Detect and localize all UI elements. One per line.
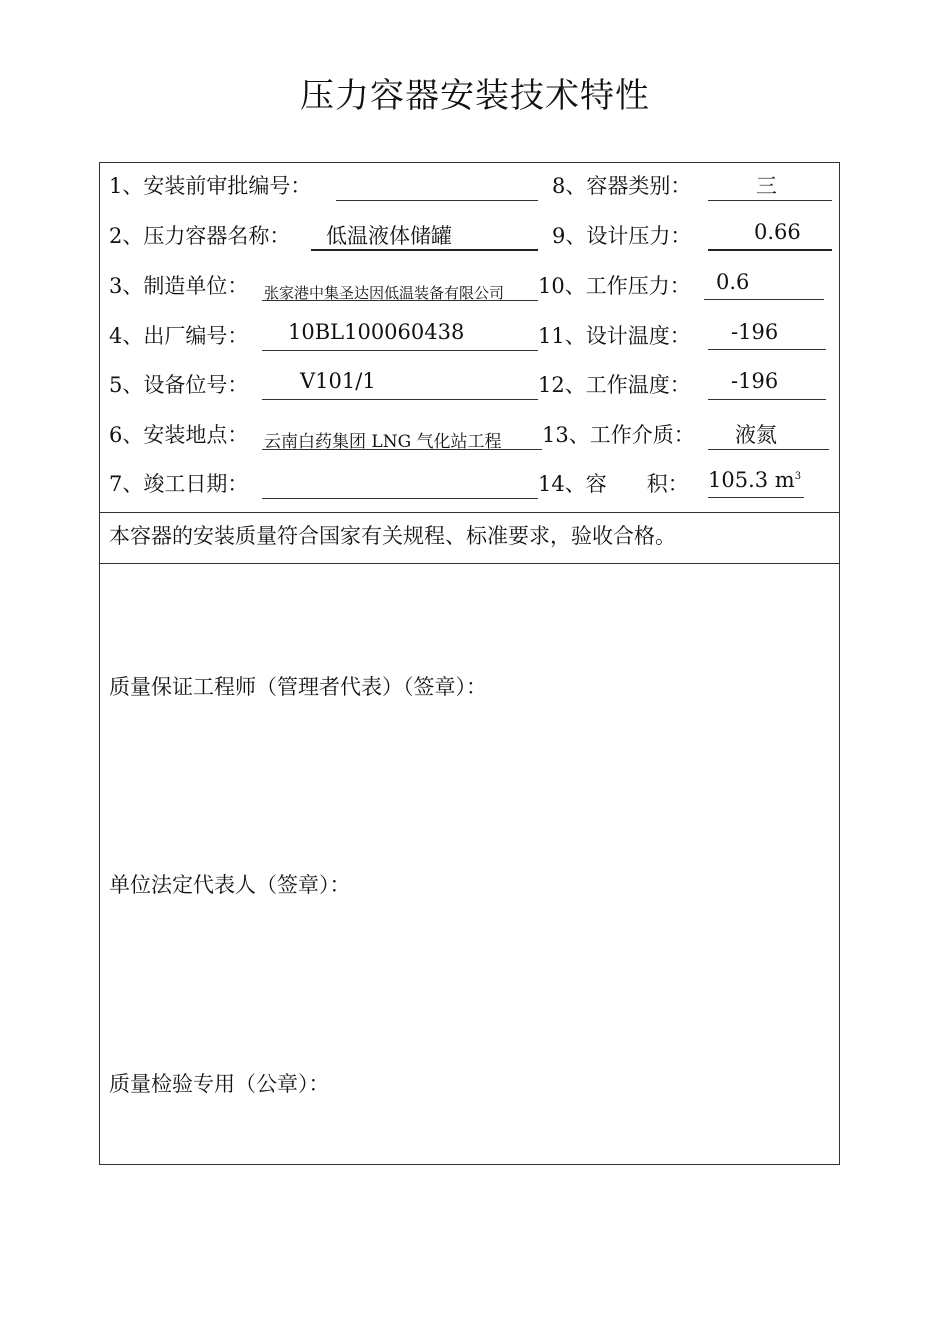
underline-working-medium	[708, 449, 829, 450]
underline-install-site	[262, 449, 542, 450]
value-install-site: 云南白药集团 LNG 气化站工程	[264, 432, 502, 452]
signature-inspection-seal: 质量检验专用（公章）：	[109, 1072, 330, 1096]
label-serial-no: 4、出厂编号：	[109, 324, 249, 348]
page-title: 压力容器安装技术特性	[300, 76, 650, 116]
value-design-pressure: 0.66	[754, 220, 801, 244]
underline-working-temperature	[708, 399, 826, 400]
value-serial-no: 10BL100060438	[288, 320, 465, 344]
acceptance-statement: 本容器的安装质量符合国家有关规程、标准要求，验收合格。	[109, 524, 676, 548]
label-working-medium: 13、工作介质：	[542, 423, 695, 447]
value-working-medium: 液氮	[735, 423, 777, 447]
label-manufacturer: 3、制造单位：	[109, 274, 249, 298]
underline-working-pressure	[704, 299, 824, 300]
value-working-temperature: -196	[731, 369, 779, 393]
label-vessel-category: 8、容器类别：	[552, 174, 692, 198]
underline-manufacturer	[262, 300, 538, 301]
signature-qa-engineer: 质量保证工程师（管理者代表）（签章）：	[109, 675, 487, 699]
underline-vessel-category	[708, 200, 832, 201]
value-vessel-name: 低温液体储罐	[326, 224, 452, 248]
value-volume	[708, 468, 801, 492]
label-design-temperature: 11、设计温度：	[538, 324, 691, 348]
underline-serial-no	[262, 350, 538, 351]
underline-design-pressure	[708, 249, 832, 251]
label-design-pressure: 9、设计压力：	[552, 224, 692, 248]
value-volume-number: 105.3 m	[708, 468, 795, 492]
label-vessel-name: 2、压力容器名称：	[109, 224, 291, 248]
value-equipment-tag: V101/1	[300, 369, 376, 393]
underline-vessel-name	[311, 249, 538, 251]
label-equipment-tag: 5、设备位号：	[109, 373, 249, 397]
value-vessel-category: 三	[756, 174, 777, 198]
label-approval-no: 1、安装前审批编号：	[109, 174, 312, 198]
form-table	[99, 162, 840, 1165]
value-volume-unit-sup: 3	[794, 471, 802, 482]
value-working-pressure: 0.6	[716, 270, 750, 294]
value-design-temperature: -196	[731, 320, 779, 344]
divider-fields	[99, 512, 840, 513]
signature-legal-representative: 单位法定代表人（签章）：	[109, 873, 351, 897]
label-completion-date: 7、竣工日期：	[109, 472, 249, 496]
divider-statement	[99, 563, 840, 564]
label-working-temperature: 12、工作温度：	[538, 373, 691, 397]
underline-volume	[708, 497, 804, 498]
label-working-pressure: 10、工作压力：	[538, 274, 691, 298]
label-install-site: 6、安装地点：	[109, 423, 249, 447]
underline-completion-date	[262, 498, 538, 499]
underline-design-temperature	[708, 349, 826, 350]
underline-approval-no	[336, 200, 538, 201]
value-manufacturer: 张家港中集圣达因低温装备有限公司	[264, 284, 505, 302]
label-volume: 14、容 积：	[538, 472, 689, 496]
underline-equipment-tag	[262, 399, 538, 400]
